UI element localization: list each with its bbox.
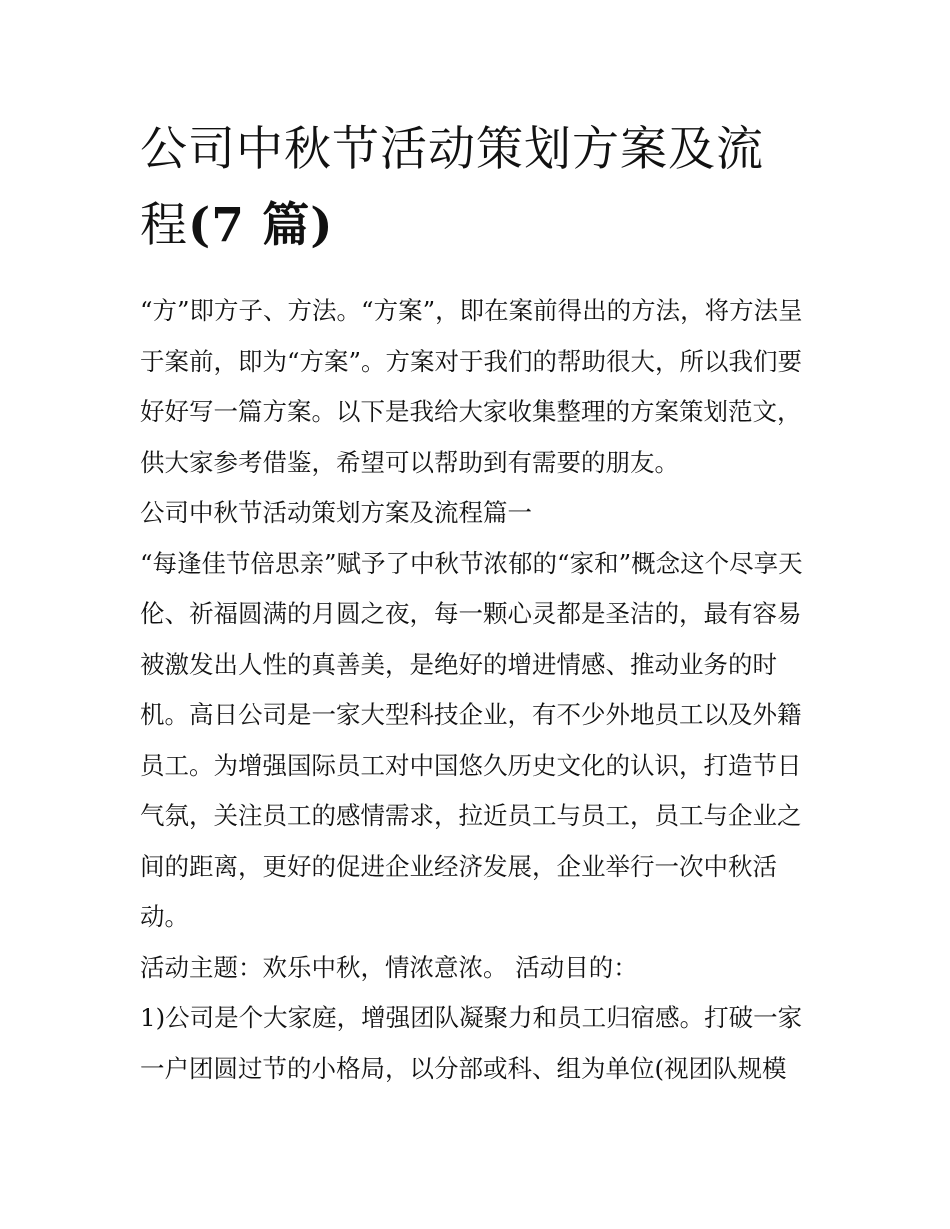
document-title	[140, 112, 815, 264]
body-paragraph: “每逢佳节倍思亲”赋予了中秋节浓郁的“家和”概念这个尽享天伦、祈福圆满的月圆之夜，每一颗心灵都是圣洁的，最有容易被激发出人性的真善美，是绝好的增进情感、推动业务的时机。高日公司是一家大型科技企业，有不少外地员工以及外籍员工。为增强国际员工对中国悠久历史文化的认识，打造节日气氛，关注员工的感情需求，拉近员工与员工，员工与企业之间的距离，更好的促进企业经济发展，企业举行一次中秋活动。	[140, 548, 803, 931]
intro-paragraph: “方”即方子、方法。“方案”，即在案前得出的方法，将方法呈于案前，即为“方案”。方案对于我们的帮助很大，所以我们要好好写一篇方案。以下是我给大家收集整理的方案策划范文，供大家参考借鉴，希望可以帮助到有需要的朋友。	[140, 296, 803, 477]
theme-line: 活动主题：欢乐中秋，情浓意浓。 活动目的：	[140, 952, 638, 982]
list-item-1: 1)公司是个大家庭，增强团队凝聚力和员工归宿感。打破一家一户团圆过节的小格局，以分部或科、组为单位(视团队规模	[140, 1003, 803, 1083]
section-heading: 公司中秋节活动策划方案及流程篇一	[140, 498, 532, 527]
title-main: 公司中秋节活动策划方案及流	[140, 122, 764, 177]
title-count: (7 篇)	[188, 198, 334, 253]
document-page	[140, 112, 815, 1094]
title-continuation: 程	[140, 198, 188, 253]
